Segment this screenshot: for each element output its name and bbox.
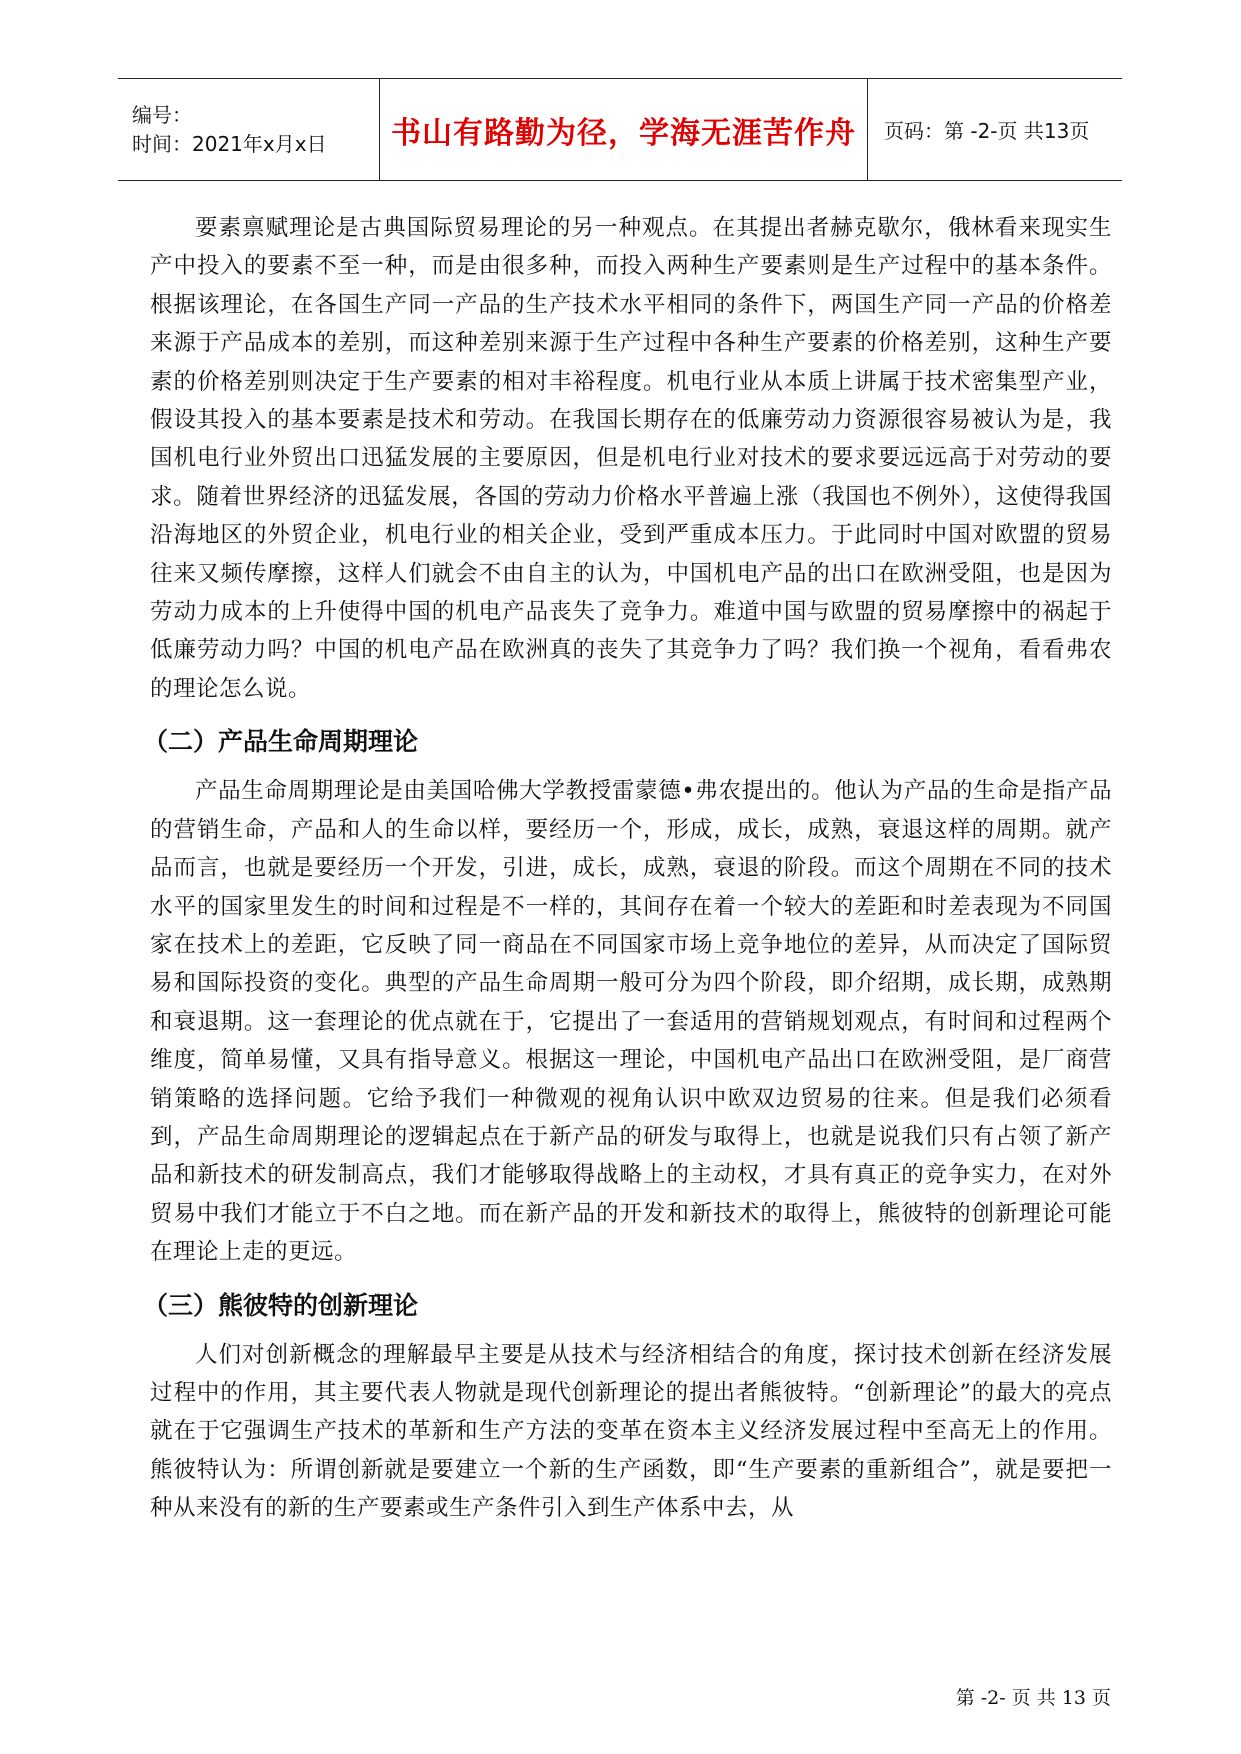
document-body — [143, 209, 1112, 1528]
section-heading-product-life-cycle: （二）产品生命周期理论 — [143, 727, 419, 757]
header-page-number: 页码：第 -2-页 共13页 — [884, 119, 1090, 143]
page-header — [118, 78, 1122, 181]
header-motto: 书山有路勤为径，学海无涯苦作舟 — [380, 79, 868, 180]
section-heading-schumpeter-innovation: （三）熊彼特的创新理论 — [143, 1290, 419, 1320]
header-info — [118, 79, 380, 180]
document-number: 编号： — [132, 102, 192, 127]
page-footer: 第 -2- 页 共 13 页 — [955, 1687, 1111, 1709]
paragraph-schumpeter-innovation: 人们对创新概念的理解最早主要是从技术与经济相结合的角度，探讨技术创新在经济发展过程中的作用，其主要代表人物就是现代创新理论的提出者熊彼特。“创新理论”的最大的亮点就在于它强调生产技术的革新和生产方法的变革在资本主义经济发展过程中至高无上的作用。熊彼特认为：所谓创新就是要建立一个新的生产函数，即“生产要素的重新组合”，就是要把一种从来没有的新的生产要素或生产条件引入到生产体系中去，从 — [150, 1341, 1112, 1522]
document-date: 时间：2021年x月x日 — [132, 131, 327, 156]
paragraph-product-life-cycle: 产品生命周期理论是由美国哈佛大学教授雷蒙德•弗农提出的。他认为产品的生命是指产品的营销生命，产品和人的生命以样，要经历一个，形成，成长，成熟，衰退这样的周期。就产品而言，也就是要经历一个开发，引进，成长，成熟，衰退的阶段。而这个周期在不同的技术水平的国家里发生的时间和过程是不一样的，其间存在着一个较大的差距和时差表现为不同国家在技术上的差距，它反映了同一商品在不同国家市场上竞争地位的差异，从而决定了国际贸易和国际投资的变化。典型的产品生命周期一般可分为四个阶段，即介绍期，成长期，成熟期和衰退期。这一套理论的优点就在于，它提出了一套适用的营销规划观点，有时间和过程两个维度，简单易懂，又具有指导意义。根据这一理论，中国机电产品出口在欧洲受阻，是厂商营销策略的选择问题。它给予我们一种微观的视角认识中欧双边贸易的往来。但是我们必须看到，产品生命周期理论的逻辑起点在于新产品的研发与取得上，也就是说我们只有占领了新产品和新技术的研发制高点，我们才能够取得战略上的主动权，才具有真正的竞争实力，在对外贸易中我们才能立于不白之地。而在新产品的开发和新技术的取得上，熊彼特的创新理论可能在理论上走的更远。 — [150, 778, 1112, 1266]
paragraph-factor-endowment: 要素禀赋理论是古典国际贸易理论的另一种观点。在其提出者赫克歇尔，俄林看来现实生产中投入的要素不至一种，而是由很多种，而投入两种生产要素则是生产过程中的基本条件。根据该理论，在各国生产同一产品的生产技术水平相同的条件下，两国生产同一产品的价格差来源于产品成本的差别，而这种差别来源于生产过程中各种生产要素的价格差别，这种生产要素的价格差别则决定于生产要素的相对丰裕程度。机电行业从本质上讲属于技术密集型产业，假设其投入的基本要素是技术和劳动。在我国长期存在的低廉劳动力资源很容易被认为是，我国机电行业外贸出口迅猛发展的主要原因，但是机电行业对技术的要求要远远高于对劳动的要求。随着世界经济的迅猛发展，各国的劳动力价格水平普遍上涨（我国也不例外），这使得我国沿海地区的外贸企业，机电行业的相关企业，受到严重成本压力。于此同时中国对欧盟的贸易往来又频传摩擦，这样人们就会不由自主的认为，中国机电产品的出口在欧洲受阻，也是因为劳动力成本的上升使得中国的机电产品丧失了竞争力。难道中国与欧盟的贸易摩擦中的祸起于低廉劳动力吗？中国的机电产品在欧洲真的丧失了其竞争力了吗？我们换一个视角，看看弗农的理论怎么说。 — [150, 215, 1112, 702]
